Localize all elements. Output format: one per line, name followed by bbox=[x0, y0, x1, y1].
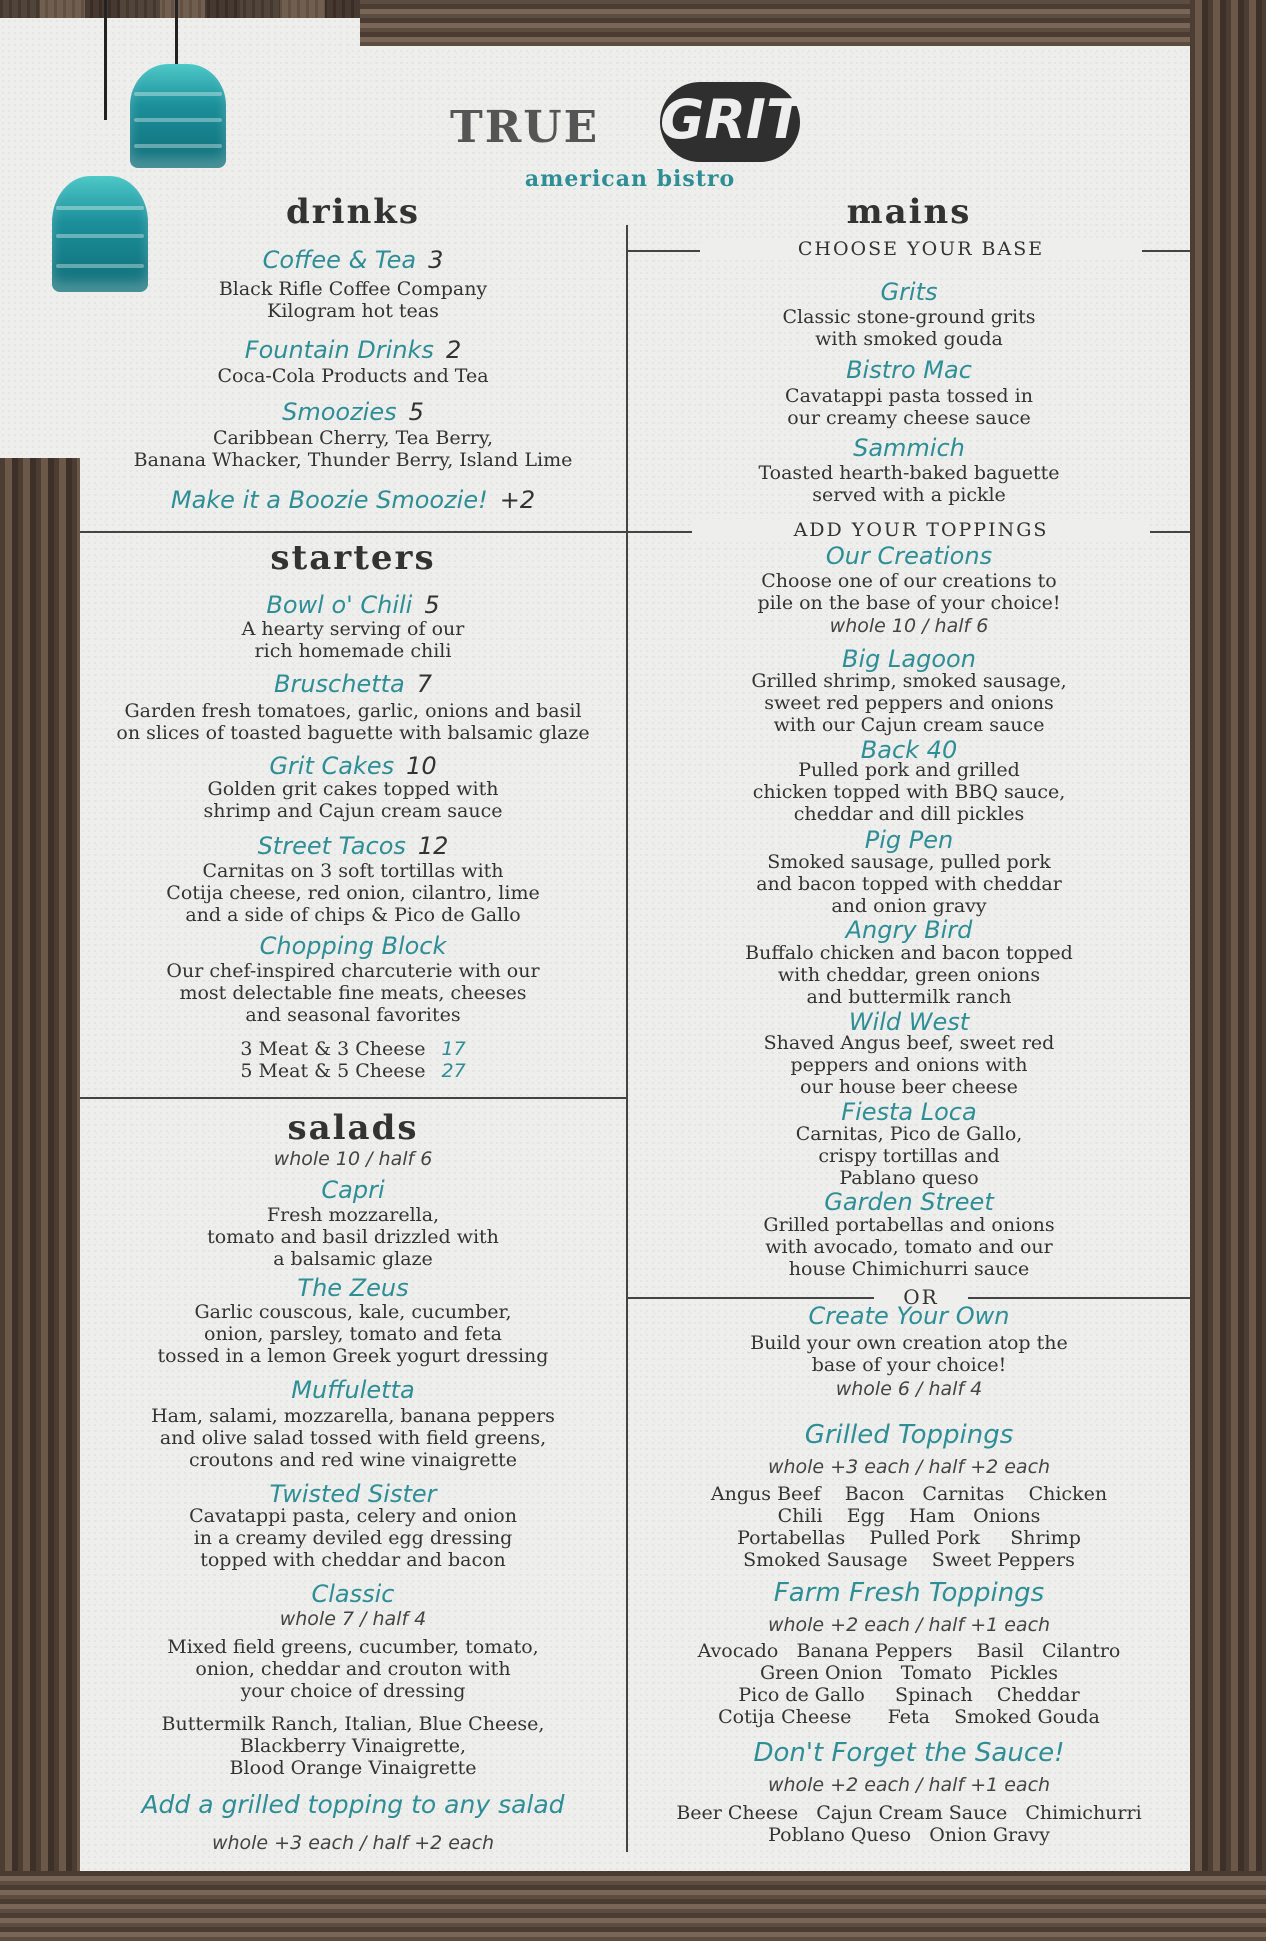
brand-name-left: TRUE bbox=[450, 102, 600, 153]
creation-desc: sweet red peppers and onions bbox=[764, 692, 1054, 714]
creation-desc: chicken topped with BBQ sauce, bbox=[752, 781, 1066, 803]
grilled-toppings-list: Portabellas Pulled Pork Shrimp bbox=[737, 1527, 1081, 1549]
drink-name: Coffee & Tea 3 bbox=[262, 246, 444, 274]
creation-desc: peppers and onions with bbox=[790, 1054, 1028, 1076]
salad-desc: Mixed field greens, cucumber, tomato, bbox=[167, 1636, 539, 1658]
creation-desc: Carnitas, Pico de Gallo, bbox=[795, 1123, 1023, 1145]
sauce-pricing: whole +2 each / half +1 each bbox=[767, 1774, 1051, 1796]
grilled-toppings-list: Smoked Sausage Sweet Peppers bbox=[743, 1549, 1075, 1571]
boozie-upgrade: Make it a Boozie Smoozie! +2 bbox=[170, 486, 536, 514]
salad-desc: Ham, salami, mozzarella, banana peppers bbox=[151, 1405, 555, 1427]
salad-desc: a balsamic glaze bbox=[273, 1248, 433, 1270]
base-desc: Cavatappi pasta tossed in bbox=[785, 385, 1033, 407]
starter-desc: A hearty serving of our bbox=[241, 618, 465, 640]
creation-desc: and bacon topped with cheddar bbox=[756, 873, 1062, 895]
dressing-list: Buttermilk Ranch, Italian, Blue Cheese, bbox=[161, 1713, 545, 1735]
brand-logo bbox=[450, 82, 803, 192]
creations-desc: Choose one of our creations to bbox=[761, 570, 1057, 592]
creation-desc: house Chimichurri sauce bbox=[788, 1258, 1030, 1280]
creation-desc: cheddar and dill pickles bbox=[793, 803, 1025, 825]
wood-frame-top bbox=[360, 0, 1266, 46]
classic-pricing: whole 7 / half 4 bbox=[279, 1608, 427, 1630]
salad-desc: croutons and red wine vinaigrette bbox=[188, 1449, 518, 1471]
base-desc: our creamy cheese sauce bbox=[787, 407, 1031, 429]
salad-desc: topped with cheddar and bacon bbox=[200, 1549, 506, 1571]
brand-name-right: GRIT bbox=[660, 88, 803, 151]
farm-toppings-list: Avocado Banana Peppers Basil Cilantro bbox=[697, 1640, 1121, 1662]
creation-desc: and buttermilk ranch bbox=[806, 986, 1012, 1008]
salads-heading: salads bbox=[287, 1108, 419, 1148]
or-label: OR bbox=[874, 1285, 968, 1309]
base-desc: Classic stone-ground grits bbox=[782, 306, 1036, 328]
salad-desc: onion, parsley, tomato and feta bbox=[204, 1323, 502, 1345]
create-own-desc: Build your own creation atop the bbox=[750, 1332, 1068, 1354]
salad-addon-title: Add a grilled topping to any salad bbox=[141, 1790, 565, 1819]
base-desc: Toasted hearth-baked baguette bbox=[758, 462, 1060, 484]
salads-pricing: whole 10 / half 6 bbox=[273, 1148, 433, 1170]
creation-name: Big Lagoon bbox=[842, 645, 976, 673]
starter-desc: Cotija cheese, red onion, cilantro, lime bbox=[166, 882, 540, 904]
starter-desc: and a side of chips & Pico de Gallo bbox=[185, 904, 521, 926]
wood-frame-left bbox=[0, 458, 80, 1941]
lamp-cord bbox=[175, 0, 178, 70]
create-own-desc: base of your choice! bbox=[811, 1354, 1007, 1376]
creation-name: Back 40 bbox=[860, 736, 958, 764]
salad-name: Classic bbox=[311, 1580, 395, 1608]
starter-desc: Carnitas on 3 soft tortillas with bbox=[202, 860, 504, 882]
salad-desc: Cavatappi pasta, celery and onion bbox=[189, 1505, 517, 1527]
creation-name: Wild West bbox=[848, 1008, 970, 1036]
farm-toppings-list: Green Onion Tomato Pickles bbox=[760, 1662, 1058, 1684]
salad-name: The Zeus bbox=[297, 1274, 409, 1302]
drinks-heading: drinks bbox=[285, 192, 421, 232]
creation-desc: and onion gravy bbox=[831, 895, 987, 917]
creation-desc: crispy tortillas and bbox=[818, 1145, 1000, 1167]
brand-subtitle: american bistro bbox=[524, 166, 736, 192]
salad-name: Capri bbox=[321, 1176, 385, 1204]
salad-name: Twisted Sister bbox=[269, 1480, 437, 1508]
salad-desc: in a creamy deviled egg dressing bbox=[193, 1527, 513, 1549]
salad-desc: tossed in a lemon Greek yogurt dressing bbox=[157, 1345, 549, 1367]
create-own-pricing: whole 6 / half 4 bbox=[835, 1378, 983, 1400]
grilled-toppings-list: Chili Egg Ham Onions bbox=[777, 1505, 1041, 1527]
grilled-toppings-pricing: whole +3 each / half +2 each bbox=[767, 1456, 1051, 1478]
starter-desc: Golden grit cakes topped with bbox=[207, 778, 499, 800]
creation-desc: Pablano queso bbox=[839, 1167, 979, 1189]
sauce-title: Don't Forget the Sauce! bbox=[753, 1738, 1065, 1768]
starter-desc: most delectable fine meats, cheeses bbox=[179, 982, 527, 1004]
drink-desc: Caribbean Cherry, Tea Berry, bbox=[212, 427, 494, 449]
wood-frame-bottom bbox=[0, 1871, 1266, 1941]
creation-name: Angry Bird bbox=[845, 916, 973, 944]
creation-desc: Grilled portabellas and onions bbox=[763, 1214, 1055, 1236]
farm-toppings-list: Cotija Cheese Feta Smoked Gouda bbox=[718, 1706, 1100, 1728]
creation-desc: with our Cajun cream sauce bbox=[773, 714, 1045, 736]
salad-desc: onion, cheddar and crouton with bbox=[195, 1658, 511, 1680]
salad-desc: your choice of dressing bbox=[240, 1680, 466, 1702]
creation-desc: Grilled shrimp, smoked sausage, bbox=[751, 670, 1067, 692]
choose-base-heading: CHOOSE YOUR BASE bbox=[700, 238, 1142, 260]
creations-title: Our Creations bbox=[825, 542, 993, 570]
starter-name: Grit Cakes 10 bbox=[269, 752, 437, 780]
sauce-list: Poblano Queso Onion Gravy bbox=[768, 1824, 1050, 1846]
starter-desc: shrimp and Cajun cream sauce bbox=[203, 800, 503, 822]
starter-desc: and seasonal favorites bbox=[245, 1004, 461, 1026]
drink-desc: Banana Whacker, Thunder Berry, Island Lime bbox=[133, 449, 573, 471]
grilled-toppings-title: Grilled Toppings bbox=[804, 1420, 1014, 1450]
starter-desc: rich homemade chili bbox=[254, 640, 452, 662]
add-toppings-heading: ADD YOUR TOPPINGS bbox=[692, 519, 1150, 541]
section-divider bbox=[80, 1097, 626, 1099]
farm-toppings-pricing: whole +2 each / half +1 each bbox=[767, 1614, 1051, 1636]
salad-name: Muffuletta bbox=[291, 1376, 415, 1404]
creation-desc: our house beer cheese bbox=[800, 1076, 1018, 1098]
section-divider bbox=[80, 531, 626, 533]
starters-heading: starters bbox=[270, 538, 436, 578]
mains-heading: mains bbox=[846, 192, 972, 232]
create-own-title: Create Your Own bbox=[808, 1302, 1010, 1330]
board-option: 3 Meat & 3 Cheese 17 bbox=[240, 1038, 466, 1060]
sauce-list: Beer Cheese Cajun Cream Sauce Chimichurri bbox=[676, 1802, 1142, 1824]
salad-desc: and olive salad tossed with field greens, bbox=[159, 1427, 547, 1449]
salad-desc: Fresh mozzarella, bbox=[266, 1204, 440, 1226]
starter-name: Bruschetta 7 bbox=[273, 670, 433, 698]
drink-desc: Kilogram hot teas bbox=[267, 300, 439, 322]
creation-desc: Pulled pork and grilled bbox=[798, 759, 1020, 781]
board-option: 5 Meat & 5 Cheese 27 bbox=[240, 1060, 466, 1082]
starter-desc: on slices of toasted baguette with balsamic glaze bbox=[116, 722, 590, 744]
creation-name: Pig Pen bbox=[864, 826, 954, 854]
pendant-lamp-icon bbox=[130, 64, 226, 168]
salad-desc: Garlic couscous, kale, cucumber, bbox=[194, 1301, 512, 1323]
starter-name: Street Tacos 12 bbox=[257, 832, 449, 860]
drink-name: Smoozies 5 bbox=[282, 398, 424, 426]
salad-addon-pricing: whole +3 each / half +2 each bbox=[211, 1832, 495, 1854]
grilled-toppings-list: Angus Beef Bacon Carnitas Chicken bbox=[710, 1483, 1108, 1505]
starter-desc: Our chef-inspired charcuterie with our bbox=[166, 960, 540, 982]
base-desc: with smoked gouda bbox=[815, 328, 1003, 350]
base-name: Bistro Mac bbox=[846, 356, 972, 384]
lamp-cord bbox=[104, 0, 107, 120]
drink-name: Fountain Drinks 2 bbox=[244, 336, 462, 364]
drink-desc: Coca-Cola Products and Tea bbox=[217, 365, 489, 387]
creations-pricing: whole 10 / half 6 bbox=[829, 615, 989, 637]
base-desc: served with a pickle bbox=[812, 484, 1006, 506]
base-name: Grits bbox=[880, 278, 938, 306]
farm-toppings-list: Pico de Gallo Spinach Cheddar bbox=[738, 1684, 1080, 1706]
farm-toppings-title: Farm Fresh Toppings bbox=[773, 1578, 1045, 1608]
base-name: Sammich bbox=[853, 434, 965, 462]
creation-desc: with avocado, tomato and our bbox=[765, 1236, 1053, 1258]
starter-desc: Garden fresh tomatoes, garlic, onions and basil bbox=[124, 700, 582, 722]
creation-desc: Buffalo chicken and bacon topped bbox=[745, 942, 1073, 964]
creation-desc: Shaved Angus beef, sweet red bbox=[763, 1032, 1055, 1054]
wood-frame-right bbox=[1190, 0, 1266, 1941]
drink-desc: Black Rifle Coffee Company bbox=[218, 278, 488, 300]
creation-desc: Smoked sausage, pulled pork bbox=[767, 851, 1051, 873]
dressing-list: Blackberry Vinaigrette, bbox=[239, 1735, 466, 1757]
creation-desc: with cheddar, green onions bbox=[777, 964, 1041, 986]
creation-name: Fiesta Loca bbox=[841, 1098, 977, 1126]
starter-name: Bowl o' Chili 5 bbox=[266, 591, 440, 619]
starter-name: Chopping Block bbox=[259, 932, 447, 960]
creations-desc: pile on the base of your choice! bbox=[757, 592, 1061, 614]
creation-name: Garden Street bbox=[824, 1188, 994, 1216]
dressing-list: Blood Orange Vinaigrette bbox=[229, 1757, 477, 1779]
salad-desc: tomato and basil drizzled with bbox=[207, 1226, 499, 1248]
